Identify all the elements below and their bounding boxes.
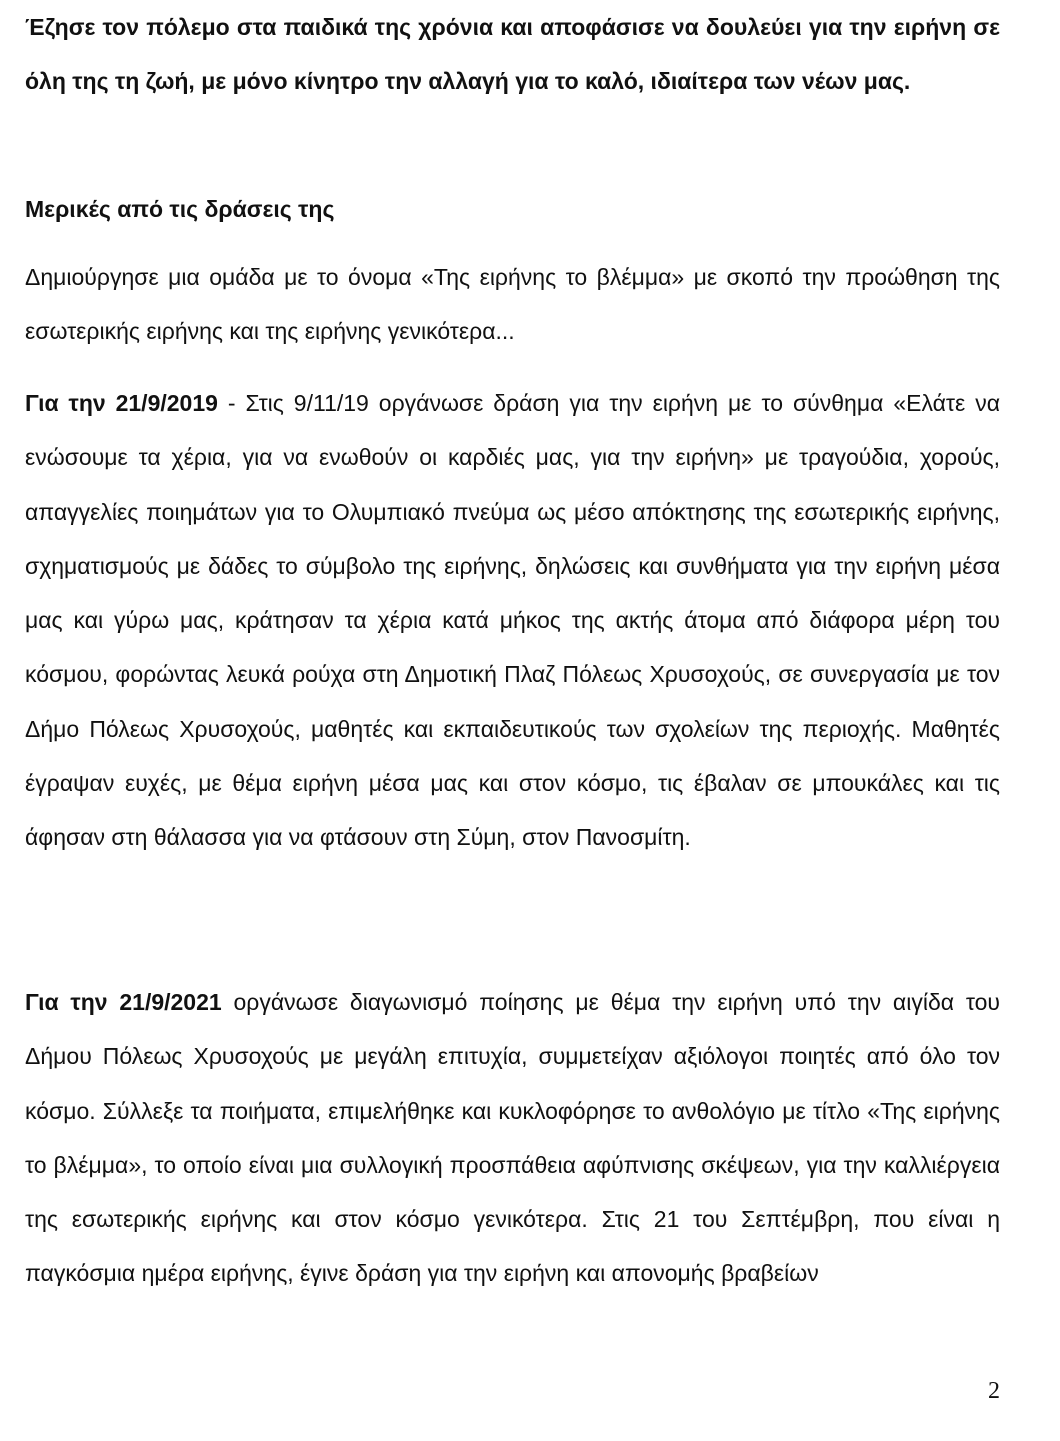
intro-paragraph: Έζησε τον πόλεμο στα παιδικά της χρόνια και αποφάσισε να δουλεύει για την ειρήνη σε όλη της τη ζωή, με μόνο κίνητρο την αλλαγή για το καλό, ιδιαίτερα των νέων μας. bbox=[25, 14, 1000, 95]
event-2021-lead: Για την 21/9/2021 bbox=[25, 989, 222, 1015]
event-2021-text: οργάνωσε διαγωνισμό ποίησης με θέμα την ειρήνη υπό την αιγίδα του Δήμου Πόλεως Χρυσοχούς με μεγάλη επιτυχία, συμμετείχαν αξιόλογοι ποιητές από όλο τον κόσμο. Σύλλεξε τα ποιήματα, επιμελήθηκε και κυκλοφόρησε το ανθολόγιο με τίτλο «Της ειρήνης το βλέμμα», το οποίο είναι μια συλλογική προσπάθεια αφύπνισης σκέψεων, για την καλλιέργεια της εσωτερικής ειρήνης και στον κόσμο γενικότερα. Στις 21 του Σεπτέμβρη, που είναι η παγκόσμια ημέρα ειρήνης, έγινε δράση για την ειρήνη και απονομής βραβείων bbox=[25, 989, 1000, 1287]
page-number: 2 bbox=[988, 1378, 1000, 1404]
event-2019-paragraph bbox=[25, 376, 1000, 865]
group-paragraph: Δημιούργησε μια ομάδα με το όνομα «Της ειρήνης το βλέμμα» με σκοπό την προώθηση της εσωτερικής ειρήνης και της ειρήνης γενικότερα... bbox=[25, 264, 1000, 345]
section-heading: Μερικές από τις δράσεις της bbox=[25, 196, 335, 222]
event-2019-text: - Στις 9/11/19 οργάνωσε δράση για την ειρήνη με το σύνθημα «Ελάτε να ενώσουμε τα χέρια, για να ενωθούν οι καρδιές μας, για την ειρήνη» με τραγούδια, χορούς, απαγγελίες ποιημάτων για το Ολυμπιακό πνεύμα ως μέσο απόκτησης της εσωτερικής ειρήνης, σχηματισμούς με δάδες το σύμβολο της ειρήνης, δηλώσεις και συνθήματα για την ειρήνη μέσα μας και γύρω μας, κράτησαν τα χέρια κατά μήκος της ακτής άτομα από διάφορα μέρη του κόσμου, φορώντας λευκά ρούχα στη Δημοτική Πλαζ Πόλεως Χρυσοχούς, σε συνεργασία με τον Δήμο Πόλεως Χρυσοχούς, μαθητές και εκπαιδευτικούς των σχολείων της περιοχής. Μαθητές έγραψαν ευχές, με θέμα ειρήνη μέσα μας και στον κόσμο, τις έβαλαν σε μπουκάλες και τις άφησαν στη θάλασσα για να φτάσουν στη Σύμη, στον Πανοσμίτη. bbox=[25, 390, 1000, 851]
event-2019-lead: Για την 21/9/2019 bbox=[25, 390, 218, 416]
event-2021-paragraph bbox=[25, 975, 1000, 1301]
